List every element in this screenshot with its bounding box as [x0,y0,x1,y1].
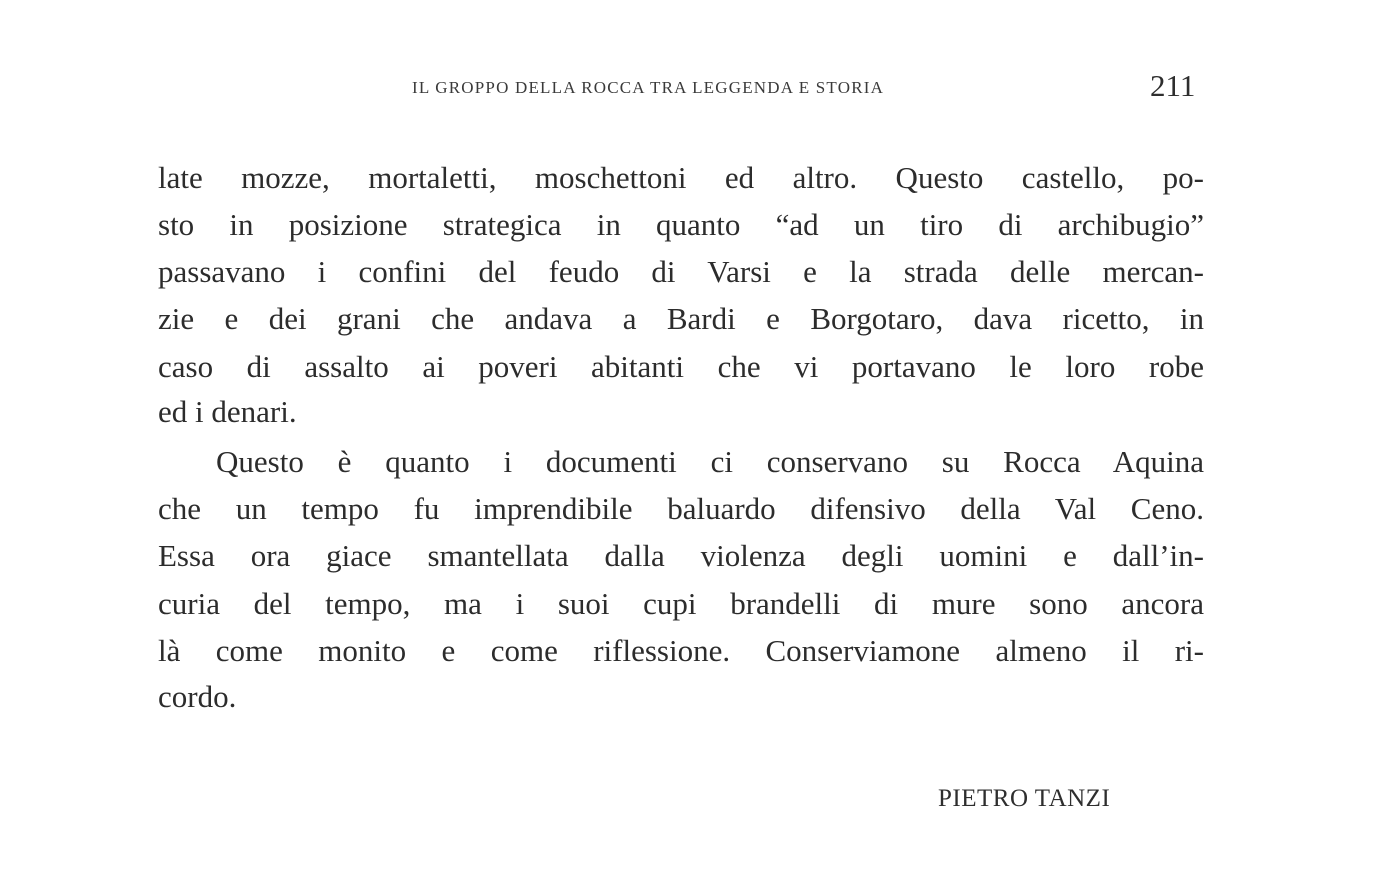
text-line: Questo è quanto i documenti ci conservano su Rocca Aquina [216,444,1204,479]
running-header-title: IL GROPPO DELLA ROCCA TRA LEGGENDA E STORIA [412,78,885,97]
text-line: che un tempo fu imprendibile baluardo difensivo della Val Ceno. [158,491,1204,526]
author-signature: PIETRO TANZI [938,785,1111,812]
text-line: là come monito e come riflessione. Conserviamone almeno il ri- [158,633,1204,668]
text-line: zie e dei grani che andava a Bardi e Borgotaro, dava ricetto, in [158,301,1204,336]
text-line: ed i denari. [158,394,297,429]
text-line: curia del tempo, ma i suoi cupi brandelli di mure sono ancora [158,586,1204,621]
text-line: sto in posizione strategica in quanto “ad un tiro di archibugio” [158,207,1204,242]
text-line: Essa ora giace smantellata dalla violenza degli uomini e dall’in- [158,538,1204,573]
text-line: passavano i confini del feudo di Varsi e la strada delle mercan- [158,254,1204,289]
text-line: caso di assalto ai poveri abitanti che vi portavano le loro robe [158,349,1204,384]
text-line: late mozze, mortaletti, moschettoni ed altro. Questo castello, po- [158,160,1204,195]
page-number: 211 [1150,68,1196,103]
text-line: cordo. [158,679,237,714]
